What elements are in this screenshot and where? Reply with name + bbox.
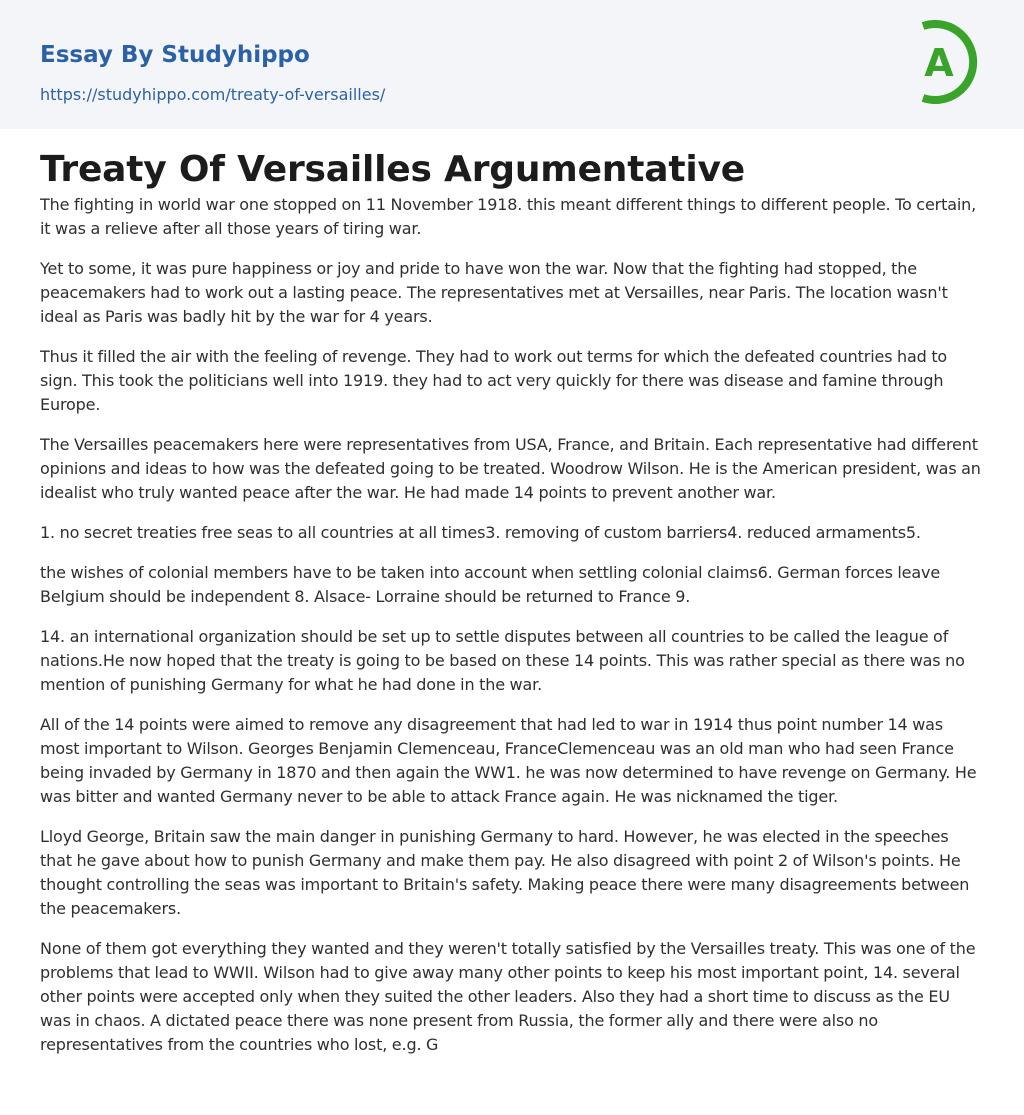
source-link[interactable]: https://studyhippo.com/treaty-of-versailles/: [40, 85, 386, 104]
essay-paragraph: the wishes of colonial members have to be taken into account when settling colonial claims6. German forces leave Belgium should be independent 8. Alsace- Lorraine should be returned to France 9.: [40, 563, 941, 607]
logo-letter: A: [924, 41, 954, 85]
essay-paragraph: Lloyd George, Britain saw the main danger in punishing Germany to hard. However, he was elected in the speeches that he gave about how to punish Germany and make them pay. He also disagreed with point 2 of Wilson's points. He thought controlling the seas was important to Britain's safety. Making peace there were many disagreements between the peacemakers.: [40, 827, 970, 919]
essay-paragraph: All of the 14 points were aimed to remove any disagreement that had led to war in 1914 thus point number 14 was most important to Wilson. Georges Benjamin Clemenceau, FranceClemenceau was an old man who had seen France being invaded by Germany in 1870 and then again the WW1. he was now determined to have revenge on Germany. He was bitter and wanted Germany never to be able to attack France again. He was nicknamed the tiger.: [40, 715, 977, 807]
essay-paragraph: 14. an international organization should be set up to settle disputes between all countries to be called the league of nations.He now hoped that the treaty is going to be based on these 14 points. This was rather special as there was no mention of punishing Germany for what he had done in the war.: [40, 627, 965, 695]
page-title: Treaty Of Versailles Argumentative: [40, 149, 745, 190]
brand-title: Essay By Studyhippo: [40, 42, 310, 68]
essay-content: [0, 129, 1024, 1057]
studyhippo-logo-icon[interactable]: [910, 16, 990, 108]
essay-paragraph: 1. no secret treaties free seas to all countries at all times3. removing of custom barriers4. reduced armaments5.: [40, 523, 921, 543]
essay-paragraph: Yet to some, it was pure happiness or joy and pride to have won the war. Now that the fighting had stopped, the peacemakers had to work out a lasting peace. The representatives met at Versailles, near Paris. The location wasn't ideal as Paris was badly hit by the war for 4 years.: [40, 259, 948, 327]
site-header: [0, 0, 1024, 129]
essay-paragraph: None of them got everything they wanted and they weren't totally satisfied by the Versailles treaty. This was one of the problems that lead to WWII. Wilson had to give away many other points to keep his most important point, 14. several other points were accepted only when they suited the other leaders. Also they had a short time to discuss as the EU was in chaos. A dictated peace there was none present from Russia, the former ally and there were also no representatives from the countries who lost, e.g. G: [40, 939, 976, 1055]
essay-paragraph: The fighting in world war one stopped on 11 November 1918. this meant different things to different people. To certain, it was a relieve after all those years of tiring war.: [40, 195, 977, 239]
essay-paragraph: Thus it filled the air with the feeling of revenge. They had to work out terms for which the defeated countries had to sign. This took the politicians well into 1919. they had to act very quickly for there was disease and famine through Europe.: [40, 347, 948, 415]
essay-paragraph: The Versailles peacemakers here were representatives from USA, France, and Britain. Each representative had different opinions and ideas to how was the defeated going to be treated. Woodrow Wilson. He is the American president, was an idealist who truly wanted peace after the war. He had made 14 points to prevent another war.: [40, 435, 981, 503]
